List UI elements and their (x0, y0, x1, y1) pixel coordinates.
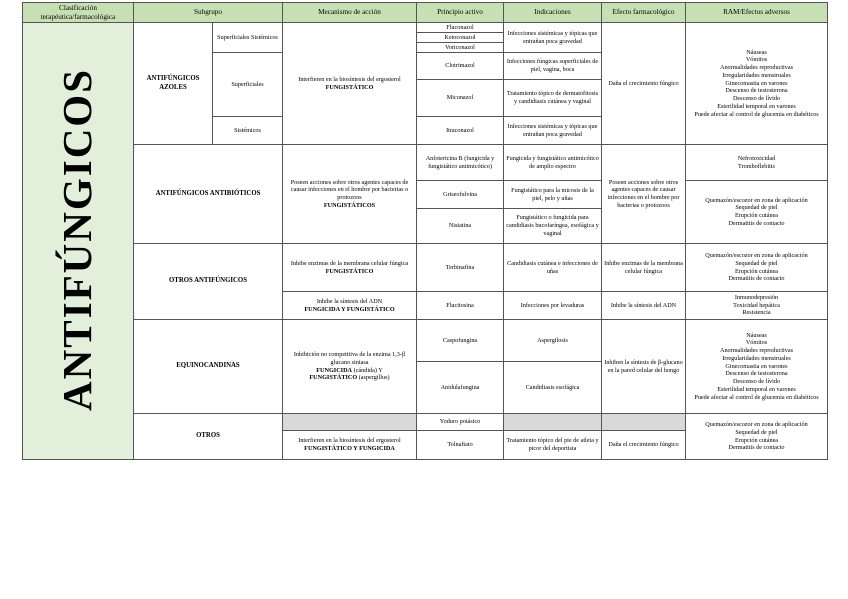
adverse-effect-item: Dermatitis de contacto (728, 219, 785, 227)
antibiotics-ind1: Fungicida y fungistático antimicótico de amplio espectro (504, 145, 602, 181)
adverse-effect-item: Quemazón/escozor en zona de aplicación (705, 421, 808, 428)
adverse-effect-item: Esterilidad temporal en varones (717, 102, 796, 110)
azoles-ram (686, 23, 828, 145)
adverse-effect-item: Toxicidad hepática (733, 301, 780, 309)
adverse-effect-item: Descenso de testosterona (725, 87, 788, 95)
azoles-ind2: Infecciones fúngicas superficiales de piel, vagina, boca (504, 53, 602, 80)
otros-antif-group: OTROS ANTIFÚNGICOS (134, 244, 283, 320)
adverse-effect-item: Dermatitis de contacto (728, 275, 785, 283)
otros-antif-ind1: Candidiasis cutánea e infecciones de uñas (504, 244, 602, 292)
otros-antif-mech2: Inhibe la síntesis del ADN FUNGICIDA Y FUNGISTÁTICO (283, 292, 417, 320)
equino-mechanism: Inhibición no competitiva de la enzima 1,3-β glucano sintasa FUNGICIDA (cándida) Y FUNGISTÁTICO (aspergillus) (283, 320, 417, 414)
adverse-effect-item: Anormalidades reproductivas (719, 347, 794, 355)
antibiotics-drug-nistatina: Nistatina (417, 209, 504, 244)
otros-mech1-empty (283, 414, 417, 431)
adverse-effect-item: Nefrotoxicidad (737, 154, 776, 162)
header-active-ingredient: Principio activo (417, 3, 504, 23)
adverse-effect-item: Dermatitis de contacto (728, 444, 785, 452)
adverse-effect-item: Sequedad de piel (735, 204, 778, 212)
header-row (23, 3, 828, 23)
adverse-effect-item: Erupción cutánea (734, 267, 779, 275)
header-subgroup: Subgrupo (134, 3, 283, 23)
equino-ind2: Candidiasis esofágica (504, 362, 602, 414)
equino-ind1: Aspergilosis (504, 320, 602, 362)
otros-antif-drug-terbinafina: Terbinafina (417, 244, 504, 292)
adverse-effect-item: Ginecomastia en varones (725, 79, 788, 87)
antibiotics-ram1 (686, 145, 828, 181)
adverse-effect-item: Irregularidades menstruales (722, 71, 791, 79)
adverse-effect-item: Erupción cutánea (734, 436, 779, 444)
header-classification: Clasificación terapéutica/farmacológica (23, 3, 134, 23)
azoles-drug-clotrimazol: Clotrimazol (417, 53, 504, 80)
azoles-mechanism: Interfieren en la biosíntesis del ergosterol FUNGISTÁTICO (283, 23, 417, 145)
adverse-effect-item: Resistencia (742, 309, 771, 317)
antibiotics-mechanism: Poseen acciones sobre otros agentes capaces de causar infecciones en el hombre por bacterias o protozoos FUNGISTÁTICOS (283, 145, 417, 244)
adverse-effect-item: Quemazón/escozor en zona de aplicación (705, 196, 808, 204)
adverse-effect-item: Sequedad de piel (735, 428, 778, 436)
header-pharm-effect: Efecto farmacológico (602, 3, 686, 23)
otros-ind2: Tratamiento tópico del pie de atleta y picor del deportista (504, 431, 602, 460)
adverse-effect-item: Ginecomastia en varones (725, 362, 788, 370)
antibiotics-ind3: Fungistático o fungicida para candidiasis bucofaríngea, esofágica y vaginal (504, 209, 602, 244)
azoles-sub1: Superficiales Sistémicos (213, 23, 283, 53)
otros-antif-drug-flucitosina: Flucitosina (417, 292, 504, 320)
azoles-drug-ketoconazol: Ketoconazol (417, 33, 504, 43)
antibiotics-ind2: Fungistático para la micosis de la piel, pelo y uñas (504, 181, 602, 209)
azoles-sub3: Sistémicos (213, 117, 283, 145)
otros-ram (686, 414, 828, 460)
otros-antif-ram2 (686, 292, 828, 320)
otros-antif-ram1 (686, 244, 828, 292)
equino-ram (686, 320, 828, 414)
adverse-effect-item: Quemazón/escozor en zona de aplicación (705, 252, 808, 259)
equino-drug-caspofungina: Caspofungina (417, 320, 504, 362)
otros-drug-yoduro: Yoduro potásico (417, 414, 504, 431)
otros-ind1-empty (504, 414, 602, 431)
adverse-effect-item: Vómitos (745, 56, 768, 64)
adverse-effect-item: Puede afectar al control de glucemia en diabéticos (694, 393, 819, 401)
azoles-effect: Daña el crecimiento fúngico (602, 23, 686, 145)
adverse-effect-item: Tromboflebitis (738, 162, 775, 170)
azoles-ind4: Infecciones sistémicas y tópicas que entrañan poca gravedad (504, 117, 602, 145)
azoles-sub2: Superficiales (213, 53, 283, 117)
adverse-effect-item: Erupción cutánea (734, 212, 779, 219)
adverse-effect-item: Irregularidades menstruales (722, 354, 791, 362)
otros-antif-ind2: Infecciones por levaduras (504, 292, 602, 320)
adverse-effect-item: Anormalidades reproductivas (719, 64, 794, 72)
adverse-effect-item: Náuseas (746, 331, 767, 339)
classification-cell (23, 23, 134, 460)
adverse-effect-item: Puede afectar al control de glucemia en diabéticos (694, 110, 819, 118)
adverse-effect-item: Inmunodepresión (734, 293, 779, 301)
adverse-effect-item: Descenso de testosterona (725, 370, 788, 378)
antibiotics-effect: Poseen acciones sobre otros agentes capaces de causar infecciones en el hombre por bacterias o protozoos (602, 145, 686, 244)
equino-effect: Inhiben la síntesis de β-glucano en la pared celular del hongo (602, 320, 686, 414)
azoles-drug-fluconazol: Fluconazol (417, 23, 504, 33)
equino-drug-anidulafungina: Anidulafungina (417, 362, 504, 414)
classification-title: ANTIFÚNGICOS (54, 68, 101, 412)
azoles-drug-itraconazol: Itraconazol (417, 117, 504, 145)
adverse-effect-item: Esterilidad temporal en varones (717, 385, 796, 393)
adverse-effect-item: Descenso de lívido (732, 378, 781, 386)
antifungal-table (22, 2, 828, 460)
azoles-drug-voriconazol: Voriconazol (417, 43, 504, 53)
azoles-ind1: Infecciones sistémicas y tópicas que entrañan poca gravedad (504, 23, 602, 53)
otros-group: OTROS (134, 414, 283, 460)
otros-mech2: Interfieren en la biosíntesis del ergosterol FUNGISTÁTICO Y FUNGICIDA (283, 431, 417, 460)
header-adverse-effects: RAM/Efectos adversos (686, 3, 828, 23)
equino-group: EQUINOCANDINAS (134, 320, 283, 414)
otros-antif-eff1: Inhibe enzimas de la membrana celular fúngica (602, 244, 686, 292)
otros-antif-eff2: Inhibe la síntesis del ADN (602, 292, 686, 320)
otros-drug-tolnaftato: Tolnaftato (417, 431, 504, 460)
antibiotics-ram2 (686, 181, 828, 244)
adverse-effect-item: Vómitos (745, 339, 768, 347)
antibiotics-drug-griseofulvina: Griseofulvina (417, 181, 504, 209)
azoles-drug-miconazol: Miconazol (417, 80, 504, 117)
azoles-group: ANTIFÚNGICOS AZOLES (134, 23, 213, 145)
adverse-effect-item: Náuseas (746, 48, 767, 56)
header-indications: Indicaciones (504, 3, 602, 23)
otros-eff1-empty (602, 414, 686, 431)
adverse-effect-item: Descenso de lívido (732, 95, 781, 103)
adverse-effect-item: Sequedad de piel (735, 259, 778, 267)
azoles-ind3: Tratamiento tópico de dermatofitosis y candidiasis cutánea y vaginal (504, 80, 602, 117)
header-mechanism: Mecanismo de acción (283, 3, 417, 23)
antibiotics-group: ANTIFÚNGICOS ANTIBIÓTICOS (134, 145, 283, 244)
otros-eff2: Daña el crecimiento fúngico (602, 431, 686, 460)
otros-antif-mech1: Inhibe enzimas de la membrana celular fúngica FUNGISTÁTICO (283, 244, 417, 292)
antibiotics-drug-anfotericina: Anfotericina B (fungicida y fungistático antimicótico) (417, 145, 504, 181)
